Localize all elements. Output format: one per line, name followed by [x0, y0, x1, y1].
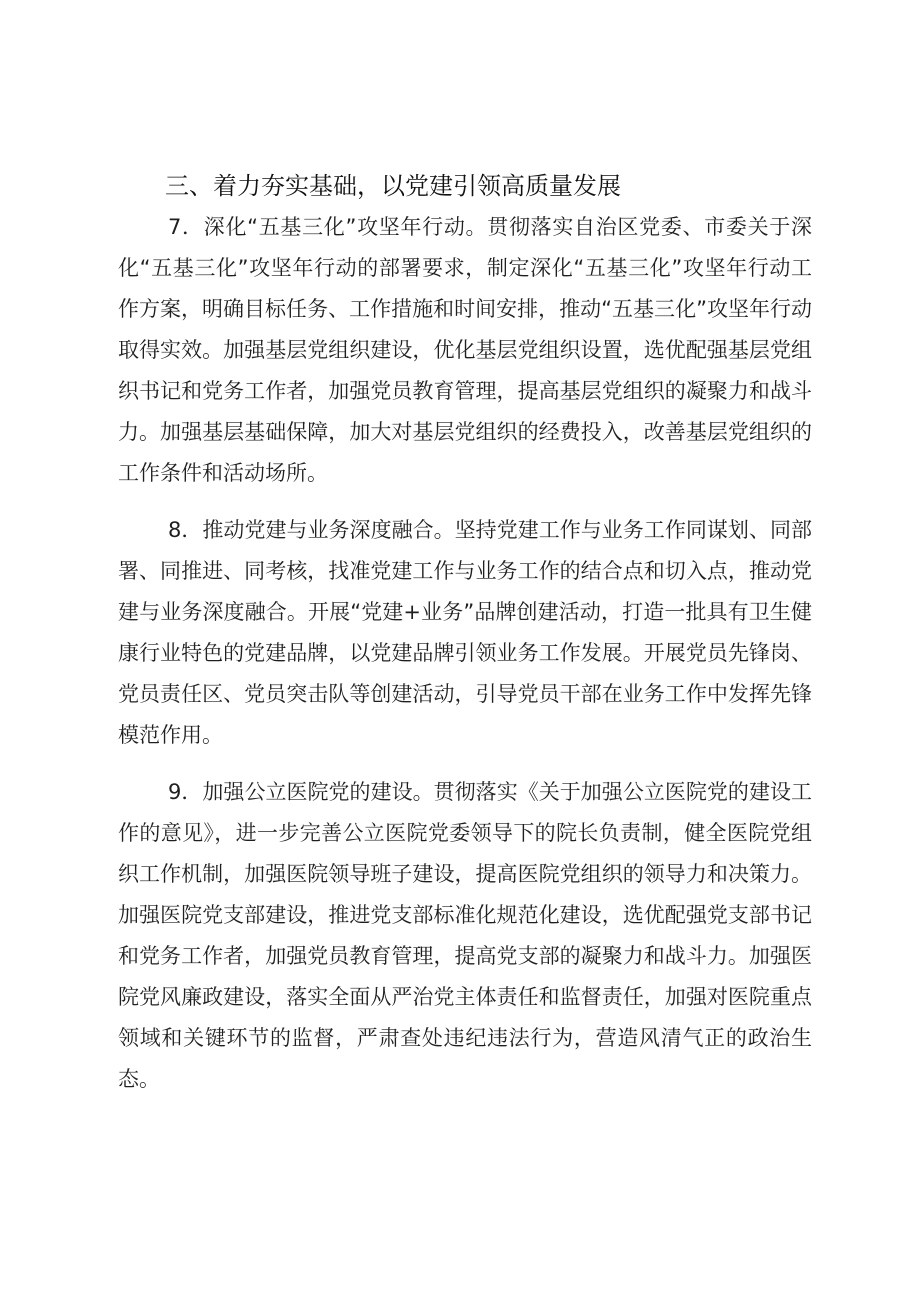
paragraph-item-9: 9．加强公立医院党的建设。贯彻落实《关于加强公立医院党的建设工作的意见》，进一步完善公立医院党委领导下的院长负责制，健全医院党组织工作机制，加强医院领导班子建设，提高医院党组织的领导力和决策力。加强医院党支部建设，推进党支部标准化规范化建设，选优配强党支部书记和党务工作者，加强党员教育管理，提高党支部的凝聚力和战斗力。加强医院党风廉政建设，落实全面从严治党主体责任和监督责任，加强对医院重点领域和关键环节的监督，严肃查处违纪违法行为，营造风清气正的政治生态。 — [118, 780, 812, 1091]
paragraph-item-7: 7．深化“五基三化”攻坚年行动。贯彻落实自治区党委、市委关于深化“五基三化”攻坚年行动的部署要求，制定深化“五基三化”攻坚年行动工作方案，明确目标任务、工作措施和时间安排，推动“五基三化”攻坚年行动取得实效。加强基层党组织建设，优化基层党组织设置，选优配强基层党组织书记和党务工作者，加强党员教育管理，提高基层党组织的凝聚力和战斗力。加强基层基础保障，加大对基层党组织的经费投入，改善基层党组织的工作条件和活动场所。 — [118, 215, 812, 485]
paragraph-item-8: 8．推动党建与业务深度融合。坚持党建工作与业务工作同谋划、同部署、同推进、同考核，找准党建工作与业务工作的结合点和切入点，推动党建与业务深度融合。开展“党建+业务”品牌创建活动，打造一批具有卫生健康行业特色的党建品牌，以党建品牌引领业务工作发展。开展党员先锋岗、党员责任区、党员突击队等创建活动，引导党员干部在业务工作中发挥先锋模范作用。 — [118, 518, 812, 747]
section-heading: 三、着力夯实基础，以党建引领高质量发展 — [165, 172, 621, 200]
